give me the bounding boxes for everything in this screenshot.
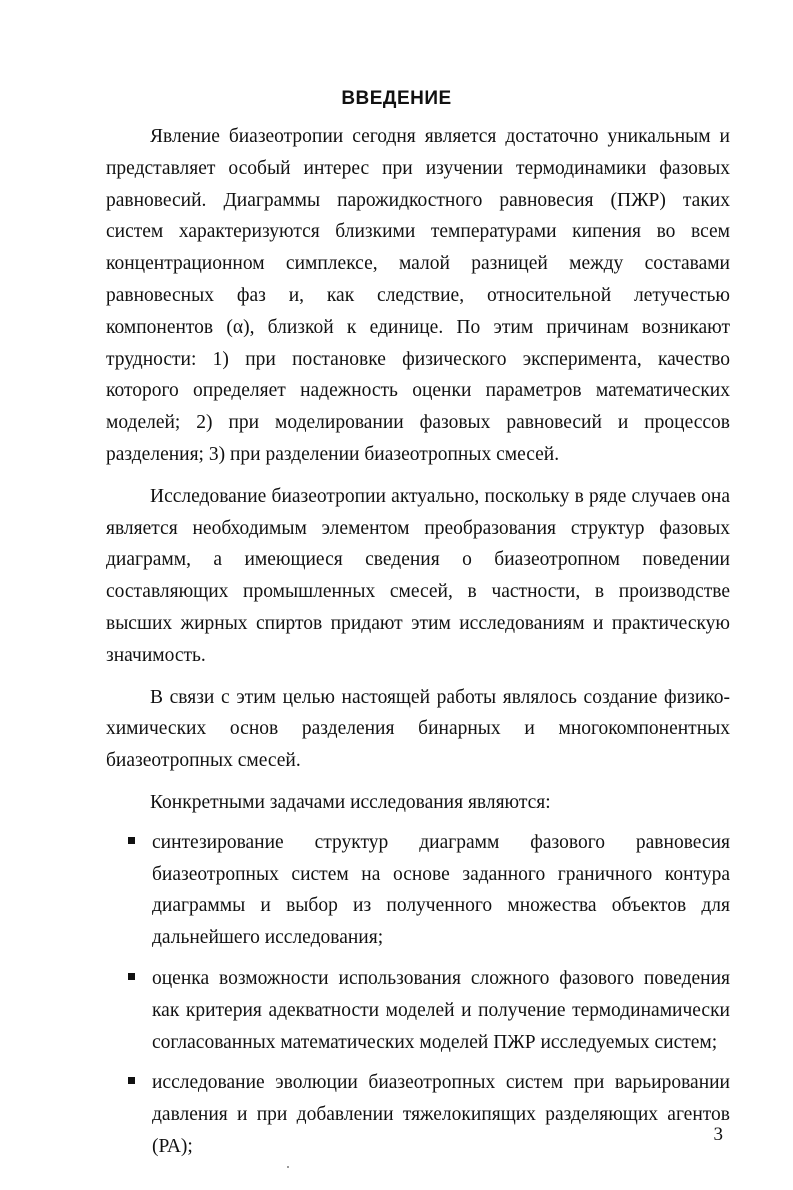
list-item-text: синтезирование структур диаграмм фазового равновесия биазеотропных систем на основе заданного граничного контура диаграммы и выбор из полученного множества объектов для дальнейшего исследования; bbox=[152, 831, 730, 949]
page-number: 3 bbox=[713, 1124, 723, 1145]
list-item bbox=[106, 1067, 730, 1162]
paragraph-relevance: Исследование биазеотропии актуально, поскольку в ряде случаев она является необходимым элементом преобразования структур фазовых диаграмм, а имеющиеся сведения о биазеотропном поведении составляющих промышленных смесей, в частности, в производстве высших жирных спиртов придают этим исследованиям и практическую значимость. bbox=[106, 485, 730, 666]
list-item bbox=[106, 827, 730, 954]
tasks-intro: Конкретными задачами исследования являются: bbox=[150, 791, 551, 813]
body-text bbox=[106, 121, 730, 1172]
square-bullet-icon bbox=[128, 1077, 135, 1084]
paragraph-goal: В связи с этим целью настоящей работы являлось создание физико-химических основ разделения бинарных и многокомпонентных биазеотропных смесей. bbox=[106, 686, 730, 772]
list-item-text: исследование эволюции биазеотропных систем при варьировании давления и при добавлении тяжелокипящих разделяющих агентов (РА); bbox=[152, 1072, 730, 1157]
scan-speck bbox=[287, 1166, 289, 1168]
square-bullet-icon bbox=[128, 837, 135, 844]
list-item-text: оценка возможности использования сложного фазового поведения как критерия адекватности моделей и получение термодинамически согласованных математических моделей ПЖР исследуемых систем; bbox=[152, 967, 730, 1053]
list-item bbox=[106, 963, 730, 1058]
page-title: ВВЕДЕНИЕ bbox=[341, 87, 452, 109]
square-bullet-icon bbox=[128, 973, 135, 980]
tasks-list bbox=[106, 827, 730, 1163]
paragraph-intro: Явление биазеотропии сегодня является достаточно уникальным и представляет особый интерес при изучении термодинамики фазовых равновесий. Диаграммы парожидкостного равновесия (ПЖР) таких систем характеризуются близкими температурами кипения во всем концентрационном симплексе, малой разницей между составами равновесных фаз и, как следствие, относительной летучестью компонентов (α), близкой к единице. По этим причинам возникают трудности: 1) при постановке физического эксперимента, качество которого определяет надежность оценки параметров математических моделей; 2) при моделировании фазовых равновесий и процессов разделения; 3) при разделении биазеотропных смесей. bbox=[106, 126, 730, 465]
